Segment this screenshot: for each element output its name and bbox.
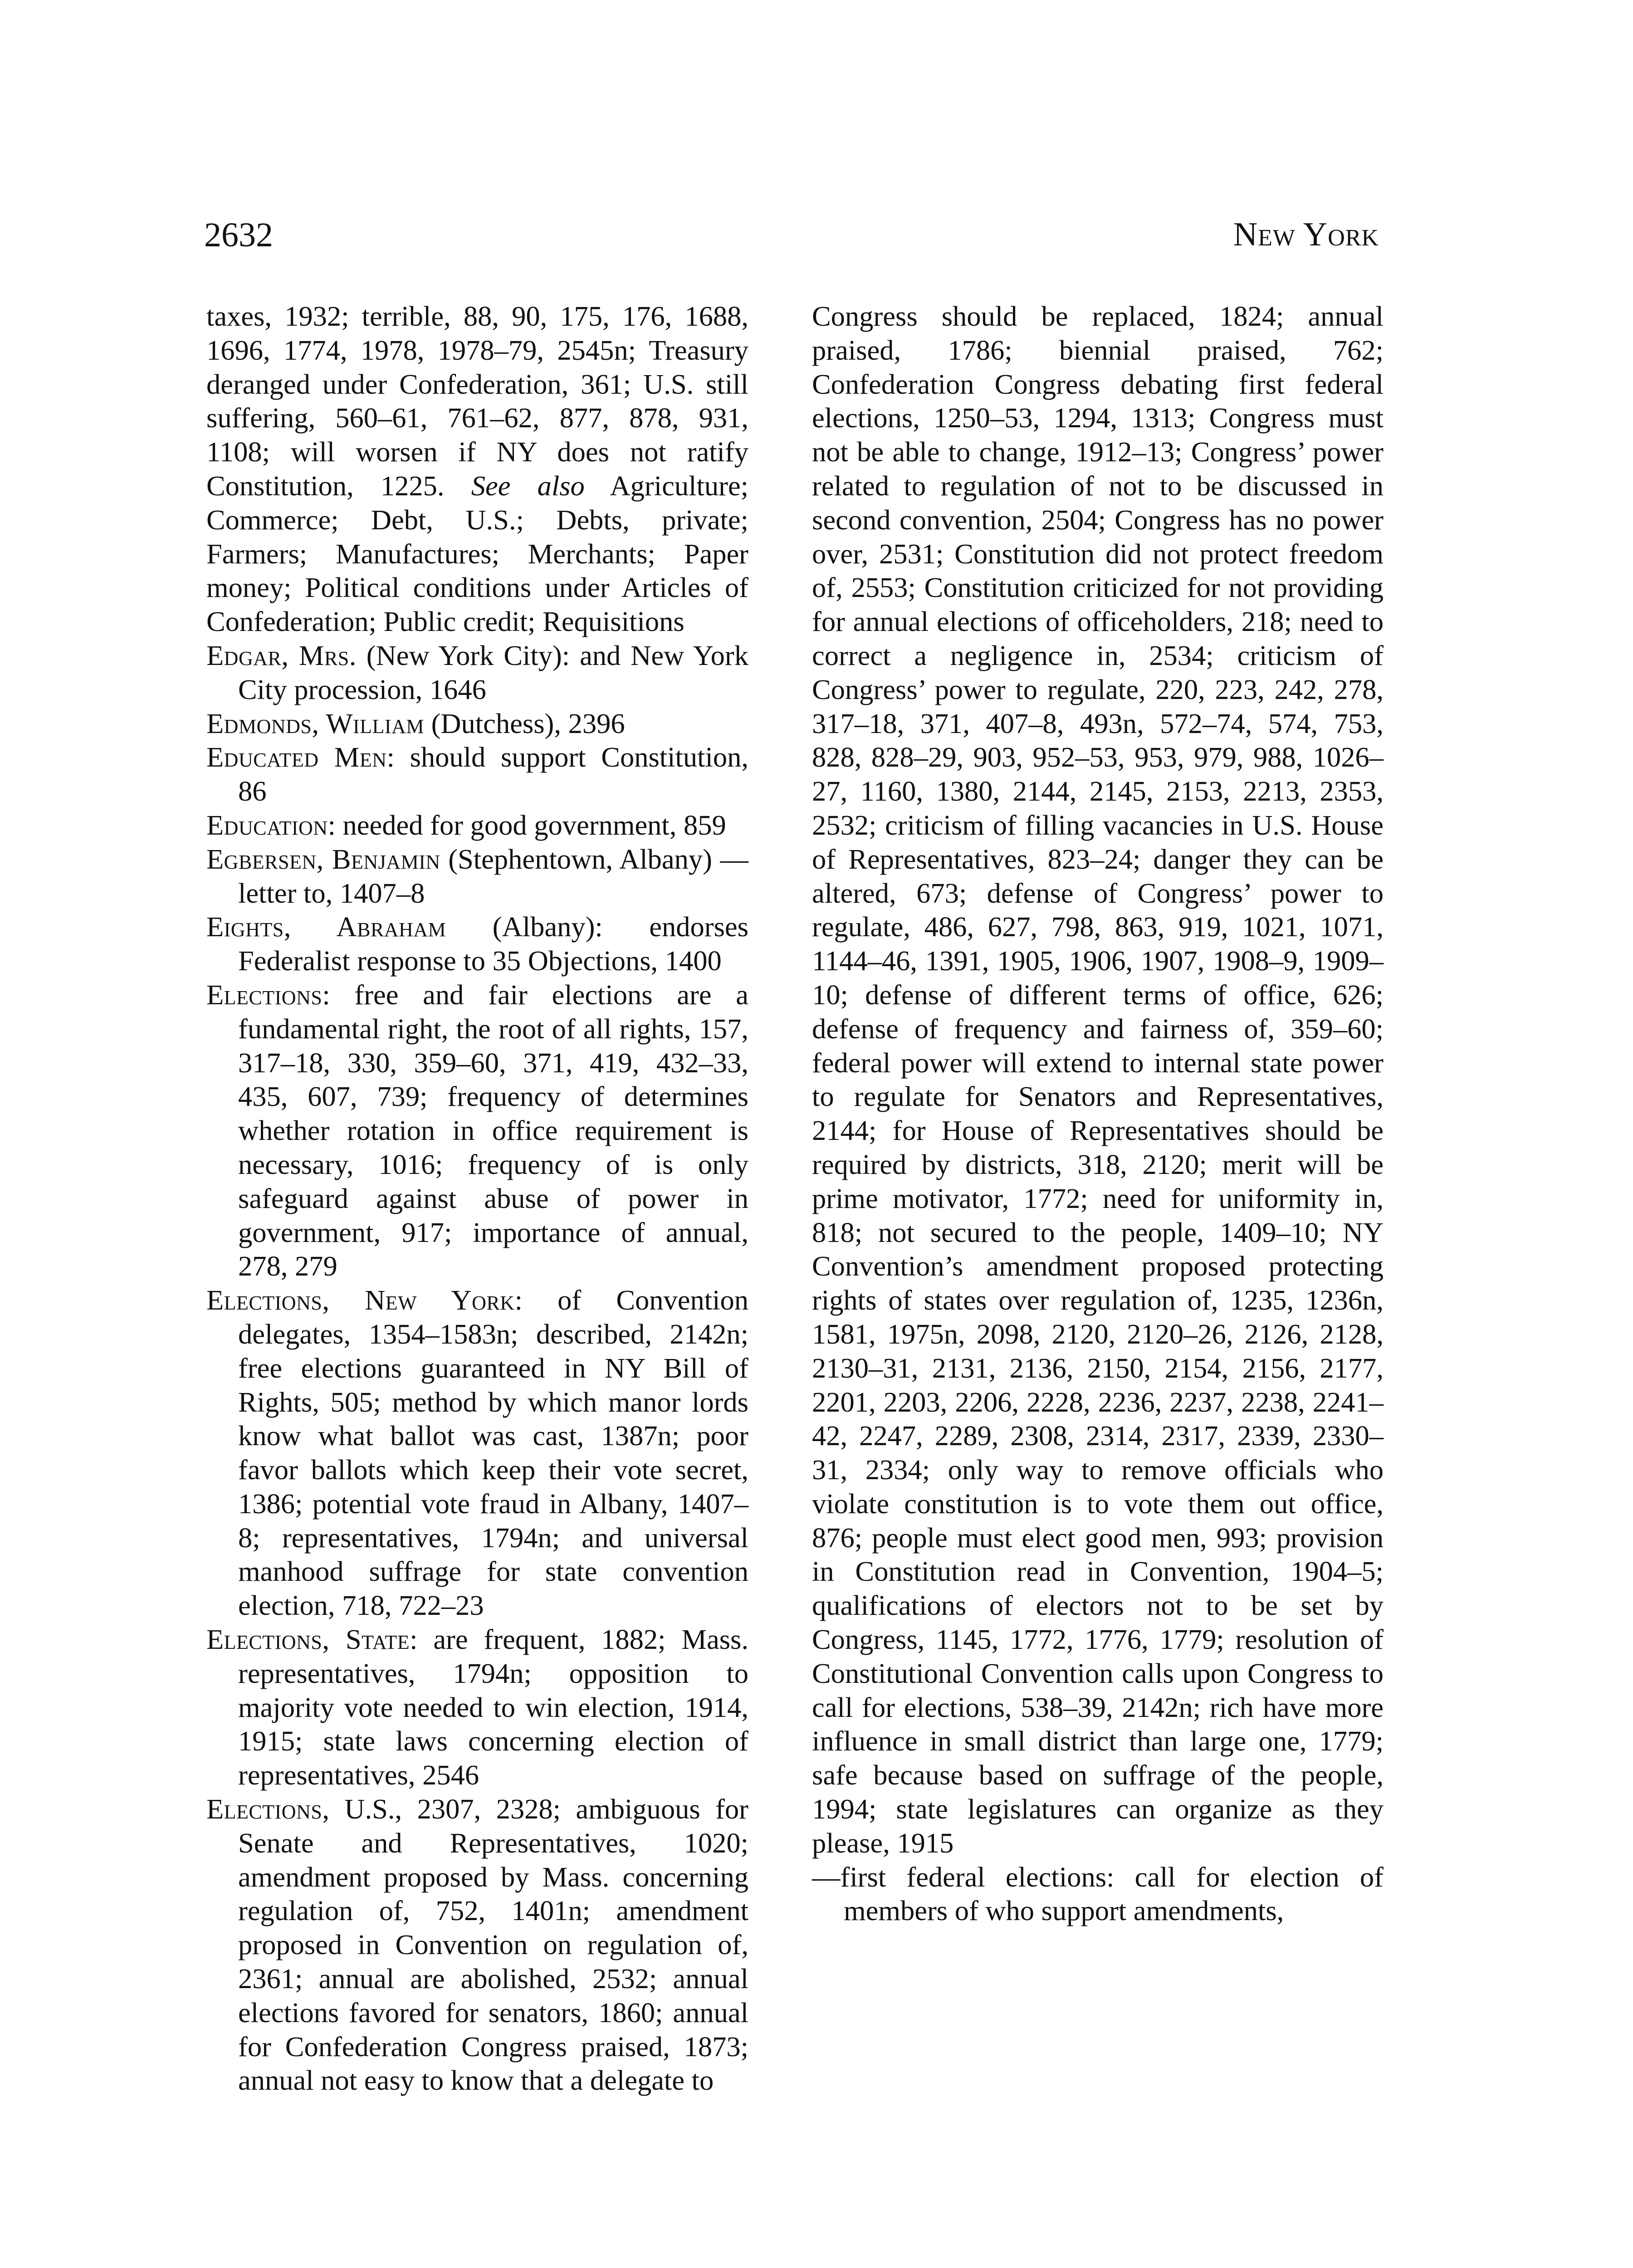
index-entry — [206, 808, 748, 842]
index-entry — [206, 740, 748, 808]
entry-term: Elections, New York — [206, 1284, 515, 1316]
index-entry-continued — [206, 299, 748, 639]
entry-text: , U.S., 2307, 2328; ambiguous for Senate and Representatives, 1020; amendment proposed by Mass. concerning regulation of, 752, 1401n; amendment proposed in Convention on regulation of, 2361; annual are abolished, 2532; annual elections favored for senators, 1860; annual for Confederation Congress praised, 1873; annual not easy to know that a delegate to — [238, 1793, 748, 2097]
index-subentry: —first federal elections: call for election of members of who support amendments, — [812, 1861, 1384, 1927]
index-entry — [206, 978, 748, 1283]
entry-text: (Dutchess), 2396 — [424, 707, 625, 739]
entry-term: Education — [206, 809, 328, 841]
see-also-label: See also — [471, 469, 585, 502]
index-entry — [206, 707, 748, 741]
index-entry — [206, 842, 748, 910]
entry-text: : needed for good government, 859 — [328, 809, 726, 841]
entry-text: Agriculture; Commerce; Debt, U.S.; Debts, private; Farmers; Manufactures; Merchants; Paper money; Political conditions under Articles of Confederation; Public credit; Requisitions — [206, 469, 748, 638]
entry-text: : are frequent, 1882; Mass. representatives, 1794n; opposition to majority vote needed to win election, 1914, 1915; state laws concerning election of representatives, 2546 — [238, 1623, 748, 1791]
index-entry-continued: Congress should be replaced, 1824; annual praised, 1786; biennial praised, 762; Confederation Congress debating first federal elections, 1250–53, 1294, 1313; Congress must not be able to change, 1912–13; Congress’ power related to regulation of not to be discussed in second convention, 2504; Congress has no power over, 2531; Constitution did not protect freedom of, 2553; Constitution criticized for not providing for annual elections of officeholders, 218; need to correct a negligence in, 2534; criticism of Congress’ power to regulate, 220, 223, 242, 278, 317–18, 371, 407–8, 493n, 572–74, 574, 753, 828, 828–29, 903, 952–53, 953, 979, 988, 1026–27, 1160, 1380, 2144, 2145, 2153, 2213, 2353, 2532; criticism of filling vacancies in U.S. House of Representatives, 823–24; danger they can be altered, 673; defense of Congress’ power to regulate, 486, 627, 798, 863, 919, 1021, 1071, 1144–46, 1391, 1905, 1906, 1907, 1908–9, 1909–10; defense of different terms of office, 626; defense of frequency and fairness of, 359–60; federal power will extend to internal state power to regulate for Senators and Representatives, 2144; for House of Representatives should be required by districts, 318, 2120; merit will be prime motivator, 1772; need for uniformity in, 818; not secured to the people, 1409–10; NY Convention’s amendment proposed protecting rights of states over regulation of, 1235, 1236n, 1581, 1975n, 2098, 2120, 2120–26, 2126, 2128, 2130–31, 2131, 2136, 2150, 2154, 2156, 2177, 2201, 2203, 2206, 2228, 2236, 2237, 2238, 2241–42, 2247, 2289, 2308, 2314, 2317, 2339, 2330–31, 2334; only way to remove officials who violate constitution is to vote them out office, 876; people must elect good men, 993; provision in Constitution read in Convention, 1904–5; qualifications of electors not to be set by Congress, 1145, 1772, 1776, 1779; resolution of Constitutional Convention calls upon Congress to call for elections, 538–39, 2142n; rich have more influence in small district than large one, 1779; safe because based on suffrage of the people, 1994; state legislatures can organize as they please, 1915 — [812, 300, 1384, 1859]
index-entry — [206, 910, 748, 978]
entry-text: (New York City): and New York City procession, 1646 — [238, 639, 748, 705]
index-entry — [206, 1283, 748, 1623]
entry-text: : should support Constitution, 86 — [238, 741, 748, 807]
entry-term: Elections, State — [206, 1623, 410, 1656]
entry-text: : of Convention delegates, 1354–1583n; described, 2142n; free elections guaranteed in NY Bill of Rights, 505; method by which manor lords know what ballot was cast, 1387n; poor favor ballots which keep their vote secret, 1386; potential vote fraud in Albany, 1407–8; representatives, 1794n; and universal manhood suffrage for state convention election, 718, 722–23 — [238, 1284, 748, 1622]
entry-term: Edmonds, William — [206, 707, 424, 739]
entry-term: Elections — [206, 978, 323, 1011]
entry-text: (Stephentown, Albany) —letter to, 1407–8 — [238, 843, 748, 909]
running-head — [204, 218, 1379, 268]
entry-term: Eights, Abraham — [206, 911, 446, 943]
index-entry — [206, 1623, 748, 1792]
entry-term: Edgar, Mrs. — [206, 639, 357, 671]
running-title: New York — [1233, 216, 1379, 253]
entry-term: Egbersen, Benjamin — [206, 843, 440, 875]
index-column-right — [812, 299, 1384, 1928]
index-column-left — [206, 299, 748, 2097]
index-entry — [206, 639, 748, 707]
entry-text: : free and fair elections are a fundamental right, the root of all rights, 157, 317–18, 330, 359–60, 371, 419, 432–33, 435, 607, 739; frequency of determines whether rotation in office requirement is necessary, 1016; frequency of is only safeguard against abuse of power in government, 917; importance of annual, 278, 279 — [238, 978, 748, 1282]
entry-text: taxes, 1932; terrible, 88, 90, 175, 176, 1688, 1696, 1774, 1978, 1978–79, 2545n; Treasury deranged under Confederation, 361; U.S. still suffering, 560–61, 761–62, 877, 878, 931, 1108; will worsen if NY does not ratify Constitution, 1225. — [206, 300, 748, 502]
index-entry — [206, 1792, 748, 2097]
entry-text: (Albany): endorses Federalist response to 35 Objections, 1400 — [238, 911, 748, 977]
entry-term: Educated Men — [206, 741, 387, 773]
entry-term: Elections — [206, 1793, 323, 1825]
page-number: 2632 — [204, 216, 273, 254]
